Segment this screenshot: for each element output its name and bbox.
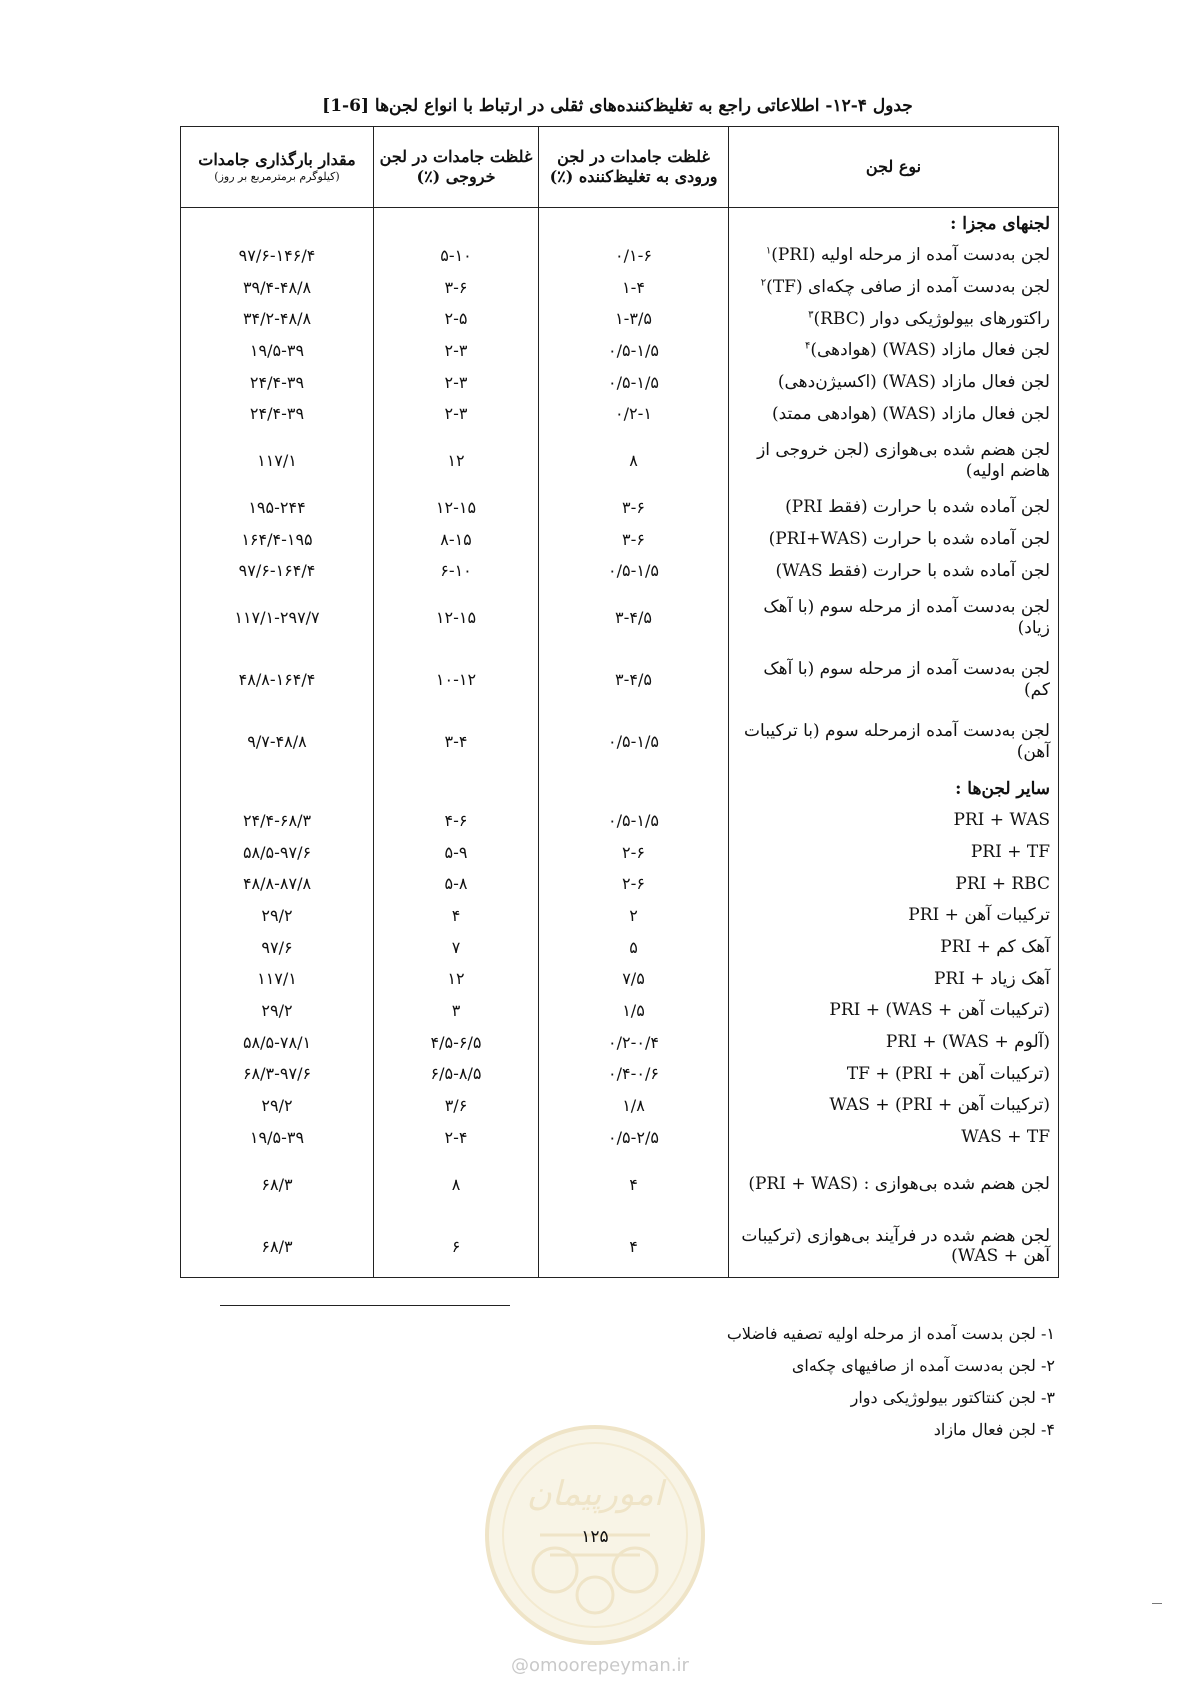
sludge-type-cell bbox=[729, 430, 1059, 492]
sludge-type-text: لجن به‌دست آمده از مرحله سوم (با آهک زیاد) bbox=[763, 597, 1050, 638]
solids-loading-cell: ۱۱۷/۱ bbox=[181, 430, 374, 492]
output-concentration-cell: ۲-۳ bbox=[374, 366, 539, 398]
feed-concentration-cell: ۴ bbox=[539, 1153, 729, 1215]
page-number: ۱۲۵ bbox=[581, 1527, 609, 1547]
feed-concentration-cell: ۰/۲-۱ bbox=[539, 398, 729, 430]
feed-concentration-cell: ۱/۵ bbox=[539, 995, 729, 1027]
output-concentration-cell: ۱۲-۱۵ bbox=[374, 492, 539, 524]
feed-concentration-cell: ۲-۶ bbox=[539, 868, 729, 900]
table-row bbox=[181, 524, 1059, 556]
sludge-type-cell bbox=[729, 524, 1059, 556]
output-concentration-cell: ۲-۵ bbox=[374, 303, 539, 335]
sludge-type-text: لجن به‌دست آمده از صافی چکه‌ای (TF) bbox=[766, 277, 1050, 298]
table-row bbox=[181, 492, 1059, 524]
sludge-type-text: لجن فعال مازاد (WAS) (هوادهی ممتد) bbox=[771, 403, 1050, 424]
output-concentration-cell: ۶ bbox=[374, 1215, 539, 1278]
output-concentration-cell: ۷ bbox=[374, 931, 539, 963]
sludge-type-text: لجن آماده شده با حرارت (فقط PRI) bbox=[785, 497, 1050, 518]
sludge-type-cell bbox=[729, 649, 1059, 711]
table-row bbox=[181, 931, 1059, 963]
sludge-type-text: (ترکیبات آهن + PRI) + TF bbox=[846, 1063, 1050, 1084]
header-solids-loading-unit: (کیلوگرم برمترمربع بر روز) bbox=[214, 170, 340, 184]
header-row bbox=[181, 127, 1059, 208]
solids-loading-cell: ۴۸/۸-۱۶۴/۴ bbox=[181, 649, 374, 711]
solids-loading-cell: ۴۸/۸-۸۷/۸ bbox=[181, 868, 374, 900]
solids-loading-cell: ۲۴/۴-۳۹ bbox=[181, 398, 374, 430]
edge-mark bbox=[1152, 1603, 1162, 1604]
table-row bbox=[181, 271, 1059, 303]
output-concentration-cell: ۲-۳ bbox=[374, 335, 539, 367]
empty-cell bbox=[181, 773, 374, 805]
output-concentration-cell: ۱۲-۱۵ bbox=[374, 587, 539, 649]
solids-loading-cell: ۱۹/۵-۳۹ bbox=[181, 335, 374, 367]
feed-concentration-cell: ۵ bbox=[539, 931, 729, 963]
feed-concentration-cell: ۰/۵-۲/۵ bbox=[539, 1121, 729, 1153]
output-concentration-cell: ۴-۶ bbox=[374, 805, 539, 837]
feed-concentration-cell: ۷/۵ bbox=[539, 963, 729, 995]
empty-cell bbox=[539, 773, 729, 805]
feed-concentration-cell: ۰/۵-۱/۵ bbox=[539, 805, 729, 837]
sludge-type-text: آهک کم + PRI bbox=[940, 936, 1050, 957]
feed-concentration-cell: ۱/۸ bbox=[539, 1090, 729, 1122]
table-row bbox=[181, 836, 1059, 868]
sludge-type-cell bbox=[729, 868, 1059, 900]
footnote-4: ۴- لجن فعال مازاد bbox=[933, 1420, 1055, 1439]
table-row bbox=[181, 1153, 1059, 1215]
empty-cell bbox=[374, 773, 539, 805]
solids-loading-cell: ۱۱۷/۱ bbox=[181, 963, 374, 995]
output-concentration-cell: ۶-۱۰ bbox=[374, 555, 539, 587]
sludge-type-cell bbox=[729, 836, 1059, 868]
sludge-type-cell bbox=[729, 900, 1059, 932]
feed-concentration-cell: ۴ bbox=[539, 1215, 729, 1278]
feed-concentration-cell: ۸ bbox=[539, 430, 729, 492]
sludge-type-cell bbox=[729, 963, 1059, 995]
output-concentration-cell: ۶/۵-۸/۵ bbox=[374, 1058, 539, 1090]
footnote-ref: ۳ bbox=[808, 309, 814, 321]
header-solids-loading-label: مقدار بارگذاری جامدات bbox=[198, 150, 356, 170]
solids-loading-cell: ۹۷/۶-۱۶۴/۴ bbox=[181, 555, 374, 587]
sludge-type-cell bbox=[729, 1153, 1059, 1215]
table-row bbox=[181, 1026, 1059, 1058]
table-row bbox=[181, 587, 1059, 649]
solids-loading-cell: ۵۸/۵-۹۷/۶ bbox=[181, 836, 374, 868]
solids-loading-cell: ۲۴/۴-۳۹ bbox=[181, 366, 374, 398]
sludge-type-cell bbox=[729, 1121, 1059, 1153]
output-concentration-cell: ۱۲ bbox=[374, 430, 539, 492]
table-row bbox=[181, 805, 1059, 837]
feed-concentration-cell: ۳-۶ bbox=[539, 492, 729, 524]
table-row bbox=[181, 555, 1059, 587]
output-concentration-cell: ۳ bbox=[374, 995, 539, 1027]
sludge-type-text: لجن هضم شده بی‌هوازی : (PRI + WAS) bbox=[748, 1173, 1050, 1194]
table-row bbox=[181, 995, 1059, 1027]
table-row bbox=[181, 963, 1059, 995]
footnote-divider bbox=[220, 1305, 510, 1306]
table-row bbox=[181, 335, 1059, 367]
output-concentration-cell: ۴ bbox=[374, 900, 539, 932]
sludge-type-cell bbox=[729, 271, 1059, 303]
watermark-text: امورپیمان bbox=[526, 1474, 664, 1514]
sludge-type-cell bbox=[729, 1026, 1059, 1058]
solids-loading-cell: ۹۷/۶ bbox=[181, 931, 374, 963]
solids-loading-cell: ۹۷/۶-۱۴۶/۴ bbox=[181, 240, 374, 272]
sludge-type-cell bbox=[729, 303, 1059, 335]
sludge-type-cell bbox=[729, 1090, 1059, 1122]
sludge-type-text: آهک زیاد + PRI bbox=[933, 968, 1050, 989]
sludge-type-cell bbox=[729, 492, 1059, 524]
feed-concentration-cell: ۰/۴-۰/۶ bbox=[539, 1058, 729, 1090]
feed-concentration-cell: ۱-۳/۵ bbox=[539, 303, 729, 335]
output-concentration-cell: ۲-۴ bbox=[374, 1121, 539, 1153]
sludge-type-text: لجن هضم شده بی‌هوازی (لجن خروجی از هاضم اولیه) bbox=[757, 440, 1050, 481]
sludge-type-text: لجن آماده شده با حرارت (فقط WAS) bbox=[775, 560, 1050, 581]
empty-cell bbox=[181, 208, 374, 240]
table-row bbox=[181, 711, 1059, 773]
footnote-2: ۲- لجن به‌دست آمده از صافیهای چکه‌ای bbox=[791, 1356, 1055, 1375]
output-concentration-cell: ۵-۱۰ bbox=[374, 240, 539, 272]
footnote-1: ۱- لجن بدست آمده از مرحله اولیه تصفیه فاضلاب bbox=[726, 1324, 1055, 1343]
header-feed-concentration: غلظت جامدات در لجن ورودی به تغلیظ‌کننده (٪) bbox=[539, 127, 729, 208]
footnote-ref: ۴ bbox=[804, 340, 811, 352]
feed-concentration-cell: ۰/۵-۱/۵ bbox=[539, 335, 729, 367]
table-row bbox=[181, 366, 1059, 398]
table-row bbox=[181, 430, 1059, 492]
sludge-type-cell bbox=[729, 366, 1059, 398]
feed-concentration-cell: ۲-۶ bbox=[539, 836, 729, 868]
feed-concentration-cell: ۳-۴/۵ bbox=[539, 587, 729, 649]
empty-cell bbox=[374, 208, 539, 240]
sludge-type-cell bbox=[729, 995, 1059, 1027]
table-row bbox=[181, 1121, 1059, 1153]
output-concentration-cell: ۸-۱۵ bbox=[374, 524, 539, 556]
footnote-ref: ۱ bbox=[765, 245, 772, 257]
footnote-ref: ۲ bbox=[760, 277, 767, 289]
feed-concentration-cell: ۰/۵-۱/۵ bbox=[539, 366, 729, 398]
solids-loading-cell: ۱۹/۵-۳۹ bbox=[181, 1121, 374, 1153]
header-sludge-type: نوع لجن bbox=[729, 127, 1059, 208]
output-concentration-cell: ۸ bbox=[374, 1153, 539, 1215]
solids-loading-cell: ۱۹۵-۲۴۴ bbox=[181, 492, 374, 524]
header-solids-loading bbox=[181, 127, 374, 208]
sludge-type-text: لجن آماده شده با حرارت (PRI+WAS) bbox=[768, 529, 1050, 550]
section-row bbox=[181, 208, 1059, 240]
sludge-type-cell bbox=[729, 1058, 1059, 1090]
sludge-type-cell bbox=[729, 335, 1059, 367]
sludge-type-text: (ترکیبات آهن + WAS) + PRI bbox=[829, 1000, 1050, 1021]
table-row bbox=[181, 900, 1059, 932]
solids-loading-cell: ۲۹/۲ bbox=[181, 995, 374, 1027]
sludge-type-cell bbox=[729, 587, 1059, 649]
table-row bbox=[181, 868, 1059, 900]
feed-concentration-cell: ۰/۲-۰/۴ bbox=[539, 1026, 729, 1058]
sludge-type-text: ترکیبات آهن + PRI bbox=[908, 905, 1050, 926]
solids-loading-cell: ۱۱۷/۱-۲۹۷/۷ bbox=[181, 587, 374, 649]
feed-concentration-cell: ۰/۵-۱/۵ bbox=[539, 555, 729, 587]
feed-concentration-cell: ۳-۴/۵ bbox=[539, 649, 729, 711]
empty-cell bbox=[539, 208, 729, 240]
solids-loading-cell: ۲۹/۲ bbox=[181, 900, 374, 932]
output-concentration-cell: ۳-۴ bbox=[374, 711, 539, 773]
sludge-type-cell bbox=[729, 555, 1059, 587]
sludge-type-text: لجن به‌دست آمده ازمرحله سوم (با ترکیبات آهن) bbox=[744, 721, 1050, 762]
sludge-type-text: لجن فعال مازاد (WAS) (اکسیژن‌دهی) bbox=[777, 372, 1050, 393]
solids-loading-cell: ۲۹/۲ bbox=[181, 1090, 374, 1122]
feed-concentration-cell: ۱-۴ bbox=[539, 271, 729, 303]
sludge-type-cell bbox=[729, 711, 1059, 773]
solids-loading-cell: ۶۸/۳ bbox=[181, 1153, 374, 1215]
sludge-type-text: لجن به‌دست آمده از مرحله اولیه (PRI) bbox=[771, 245, 1050, 266]
feed-concentration-cell: ۰/۱-۶ bbox=[539, 240, 729, 272]
sludge-type-text: WAS + TF bbox=[961, 1127, 1050, 1148]
output-concentration-cell: ۳-۶ bbox=[374, 271, 539, 303]
sludge-type-cell bbox=[729, 1215, 1059, 1278]
section-row bbox=[181, 773, 1059, 805]
output-concentration-cell: ۱۲ bbox=[374, 963, 539, 995]
output-concentration-cell: ۱۰-۱۲ bbox=[374, 649, 539, 711]
sludge-type-text: PRI + RBC bbox=[955, 873, 1050, 894]
output-concentration-cell: ۳/۶ bbox=[374, 1090, 539, 1122]
sludge-type-cell bbox=[729, 398, 1059, 430]
site-watermark: @omoorepeyman.ir bbox=[511, 1655, 689, 1676]
table-row bbox=[181, 240, 1059, 272]
sludge-type-text: PRI + WAS bbox=[953, 810, 1050, 831]
solids-loading-cell: ۲۴/۴-۶۸/۳ bbox=[181, 805, 374, 837]
output-concentration-cell: ۵-۹ bbox=[374, 836, 539, 868]
feed-concentration-cell: ۳-۶ bbox=[539, 524, 729, 556]
output-concentration-cell: ۵-۸ bbox=[374, 868, 539, 900]
sludge-type-text: PRI + TF bbox=[970, 841, 1050, 862]
footnote-3: ۳- لجن کنتاکتور بیولوژیکی دوار bbox=[850, 1388, 1055, 1407]
sludge-type-text: لجن به‌دست آمده از مرحله سوم (با آهک کم) bbox=[763, 659, 1050, 700]
output-concentration-cell: ۲-۳ bbox=[374, 398, 539, 430]
solids-loading-cell: ۳۹/۴-۴۸/۸ bbox=[181, 271, 374, 303]
feed-concentration-cell: ۲ bbox=[539, 900, 729, 932]
section-title: سایر لجن‌ها : bbox=[729, 773, 1059, 805]
sludge-type-text: لجن فعال مازاد (WAS) (هوادهی) bbox=[810, 340, 1050, 361]
sludge-type-text: (ترکیبات آهن + PRI) + WAS bbox=[829, 1095, 1050, 1116]
table-row bbox=[181, 303, 1059, 335]
feed-concentration-cell: ۰/۵-۱/۵ bbox=[539, 711, 729, 773]
sludge-type-text: (آلوم + WAS) + PRI bbox=[885, 1032, 1050, 1053]
table-row bbox=[181, 398, 1059, 430]
table-row bbox=[181, 1215, 1059, 1278]
table-row bbox=[181, 1058, 1059, 1090]
sludge-type-cell bbox=[729, 240, 1059, 272]
sludge-type-cell bbox=[729, 931, 1059, 963]
sludge-thickener-table bbox=[180, 126, 1059, 1278]
section-title: لجنهای مجزا : bbox=[729, 208, 1059, 240]
table-row bbox=[181, 1090, 1059, 1122]
solids-loading-cell: ۱۶۴/۴-۱۹۵ bbox=[181, 524, 374, 556]
table-caption: جدول ۴-۱۲- اطلاعاتی راجع به تغلیظ‌کننده‌های ثقلی در ارتباط با انواع لجن‌ها [6-1] bbox=[322, 96, 913, 116]
sludge-type-text: لجن هضم شده در فرآیند بی‌هوازی (ترکیبات آهن + WAS) bbox=[741, 1225, 1050, 1267]
header-output-concentration: غلظت جامدات در لجن خروجی (٪) bbox=[374, 127, 539, 208]
sludge-type-cell bbox=[729, 805, 1059, 837]
sludge-type-text: راکتورهای بیولوژیکی دوار (RBC) bbox=[813, 308, 1050, 329]
table-row bbox=[181, 649, 1059, 711]
output-concentration-cell: ۴/۵-۶/۵ bbox=[374, 1026, 539, 1058]
solids-loading-cell: ۶۸/۳ bbox=[181, 1215, 374, 1278]
solids-loading-cell: ۶۸/۳-۹۷/۶ bbox=[181, 1058, 374, 1090]
solids-loading-cell: ۹/۷-۴۸/۸ bbox=[181, 711, 374, 773]
solids-loading-cell: ۵۸/۵-۷۸/۱ bbox=[181, 1026, 374, 1058]
solids-loading-cell: ۳۴/۲-۴۸/۸ bbox=[181, 303, 374, 335]
